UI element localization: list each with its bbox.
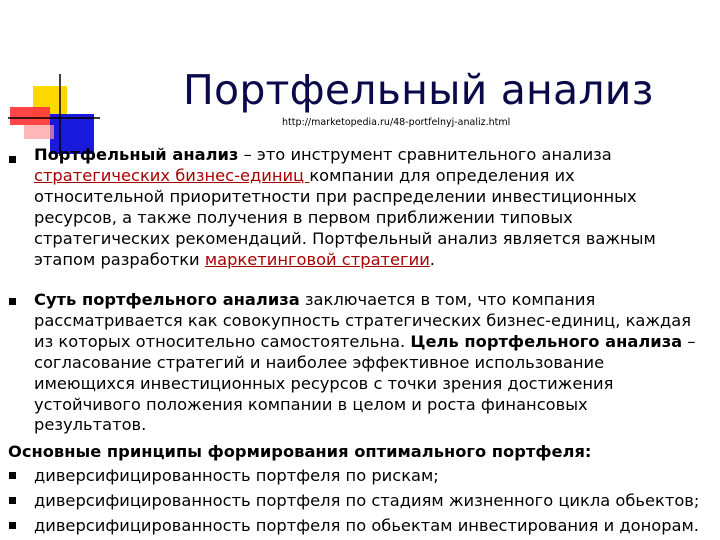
bullet-marker xyxy=(9,298,16,305)
bullet-marker xyxy=(9,472,16,479)
list-item: диверсифицированность портфеля по обьектам инвестирования и донорам. xyxy=(34,516,699,535)
link-marketing-strategy[interactable]: маркетинговой стратегии xyxy=(204,249,430,269)
source-url: http://marketopedia.ru/48-portfelnyj-analiz.html xyxy=(282,117,511,128)
bullet-marker xyxy=(9,497,16,504)
paragraph-text: – это инструмент сравнительного анализа xyxy=(238,145,612,164)
paragraph-essence xyxy=(34,290,704,436)
list-item: диверсифицированность портфеля по стадиям жизненного цикла обьектов; xyxy=(34,491,700,510)
link-strategic-business-units[interactable]: стратегических бизнес-единиц xyxy=(34,165,310,185)
bullet-marker xyxy=(9,522,16,529)
paragraph-text: заключается в том, что компания рассматривается как совокупность стратегических бизнес-единиц, каждая из которых относительно самостоятельна. xyxy=(34,290,692,351)
paragraph-text: . xyxy=(429,249,435,269)
paragraph-text: компании для определения их относительной приоритетности при распределении инвестиционных ресурсов, а также получения в первом приближении типовых стратегических рекомендаций. Портфельный анализ является важным этапом разработки xyxy=(34,165,656,269)
principles-heading: Основные принципы формирования оптимального портфеля: xyxy=(8,442,592,461)
list-item: диверсифицированность портфеля по рискам; xyxy=(34,466,439,485)
page-title: Портфельный анализ xyxy=(183,66,654,114)
paragraph-text: – согласование стратегий и наиболее эффективное использование имеющихся инвестиционных ресурсов с точки зрения достижения устойчивого положения компании в целом и роста финансовых результатов. xyxy=(34,331,696,435)
bullet-marker xyxy=(9,156,16,163)
term-portfolio-analysis: Портфельный анализ xyxy=(34,145,239,164)
term-essence: Суть портфельного анализа xyxy=(34,290,300,309)
term-goal: Цель портфельного анализа xyxy=(410,331,683,351)
paragraph-definition xyxy=(34,145,704,270)
